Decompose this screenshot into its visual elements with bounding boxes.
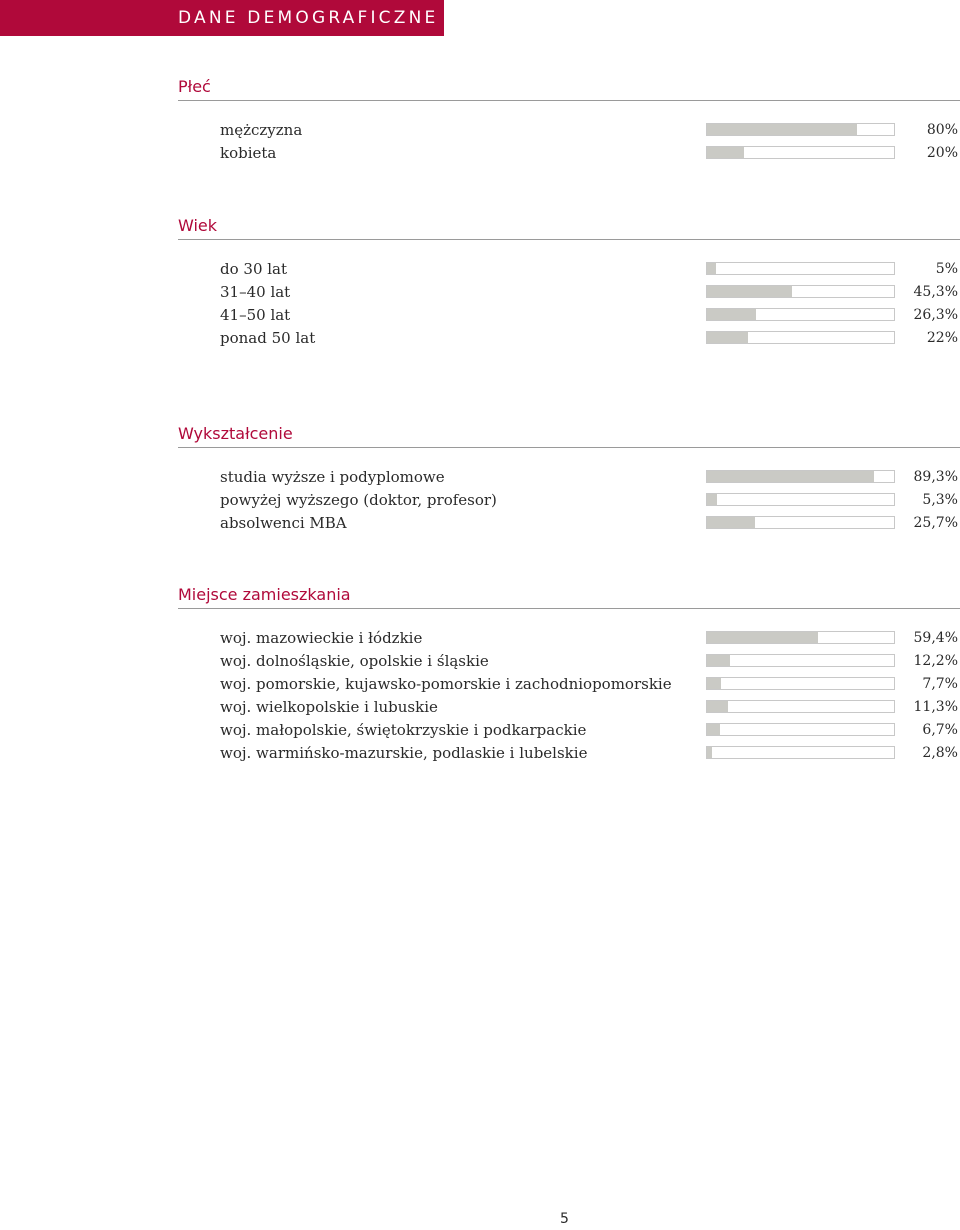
- bar-track: [706, 746, 895, 759]
- bar-value: 22%: [926, 330, 958, 346]
- bar-track: [706, 285, 895, 298]
- bar-row: [178, 627, 960, 650]
- bar-label: studia wyższe i podyplomowe: [220, 468, 445, 486]
- bar-track: [706, 493, 895, 506]
- bar-value: 6,7%: [922, 722, 958, 738]
- bar-row: [178, 258, 960, 281]
- bar-row: [178, 489, 960, 512]
- bar-fill: [707, 747, 712, 758]
- bar-label: kobieta: [220, 144, 277, 162]
- section-title: Płeć: [178, 76, 960, 101]
- bar-track: [706, 723, 895, 736]
- bar-list: [178, 627, 960, 765]
- section-title: Wykształcenie: [178, 423, 960, 448]
- section-miejsce-zamieszkania: [178, 584, 960, 765]
- bar-label: ponad 50 lat: [220, 329, 316, 347]
- bar-fill: [707, 309, 756, 320]
- bar-fill: [707, 517, 755, 528]
- bar-value: 26,3%: [913, 307, 958, 323]
- bar-list: [178, 466, 960, 535]
- bar-row: [178, 650, 960, 673]
- bar-value: 5%: [935, 261, 958, 277]
- bar-fill: [707, 678, 721, 689]
- bar-fill: [707, 701, 728, 712]
- bar-fill: [707, 494, 717, 505]
- bar-row: [178, 304, 960, 327]
- bar-label: do 30 lat: [220, 260, 288, 278]
- section-wyksztalcenie: [178, 423, 960, 535]
- bar-fill: [707, 263, 716, 274]
- bar-track: [706, 146, 895, 159]
- bar-row: [178, 673, 960, 696]
- bar-label: woj. dolnośląskie, opolskie i śląskie: [220, 652, 489, 670]
- bar-value: 5,3%: [922, 492, 958, 508]
- bar-fill: [707, 286, 792, 297]
- page-number: 5: [560, 1211, 569, 1227]
- bar-track: [706, 631, 895, 644]
- bar-label: absolwenci MBA: [220, 514, 347, 532]
- bar-label: woj. warmińsko-mazurskie, podlaskie i lubelskie: [220, 744, 588, 762]
- bar-track: [706, 654, 895, 667]
- bar-label: woj. małopolskie, świętokrzyskie i podkarpackie: [220, 721, 587, 739]
- bar-row: [178, 719, 960, 742]
- bar-value: 7,7%: [922, 676, 958, 692]
- section-wiek: [178, 215, 960, 350]
- bar-row: [178, 281, 960, 304]
- bar-value: 2,8%: [922, 745, 958, 761]
- bar-value: 80%: [926, 122, 958, 138]
- bar-track: [706, 262, 895, 275]
- bar-value: 20%: [926, 145, 958, 161]
- bar-row: [178, 512, 960, 535]
- bar-track: [706, 308, 895, 321]
- bar-track: [706, 700, 895, 713]
- bar-track: [706, 470, 895, 483]
- section-plec: [178, 76, 960, 165]
- section-title: Miejsce zamieszkania: [178, 584, 960, 609]
- bar-row: [178, 466, 960, 489]
- bar-label: woj. pomorskie, kujawsko-pomorskie i zachodniopomorskie: [220, 675, 672, 693]
- bar-list: [178, 119, 960, 165]
- bar-row: [178, 696, 960, 719]
- bar-value: 11,3%: [913, 699, 958, 715]
- section-banner: DANE DEMOGRAFICZNE: [0, 0, 444, 36]
- bar-track: [706, 516, 895, 529]
- bar-fill: [707, 632, 818, 643]
- bar-track: [706, 331, 895, 344]
- bar-value: 59,4%: [913, 630, 958, 646]
- bar-label: mężczyzna: [220, 121, 303, 139]
- bar-fill: [707, 124, 857, 135]
- bar-value: 25,7%: [913, 515, 958, 531]
- bar-track: [706, 123, 895, 136]
- bar-value: 45,3%: [913, 284, 958, 300]
- bar-row: [178, 742, 960, 765]
- bar-label: 41–50 lat: [220, 306, 291, 324]
- bar-label: 31–40 lat: [220, 283, 291, 301]
- bar-value: 12,2%: [913, 653, 958, 669]
- bar-fill: [707, 332, 748, 343]
- section-title: Wiek: [178, 215, 960, 240]
- bar-track: [706, 677, 895, 690]
- bar-row: [178, 119, 960, 142]
- bar-label: woj. wielkopolskie i lubuskie: [220, 698, 438, 716]
- bar-fill: [707, 655, 730, 666]
- bar-label: powyżej wyższego (doktor, profesor): [220, 491, 497, 509]
- bar-fill: [707, 724, 720, 735]
- bar-fill: [707, 471, 874, 482]
- bar-row: [178, 327, 960, 350]
- bar-value: 89,3%: [913, 469, 958, 485]
- bar-fill: [707, 147, 744, 158]
- bar-list: [178, 258, 960, 350]
- bar-label: woj. mazowieckie i łódzkie: [220, 629, 423, 647]
- bar-row: [178, 142, 960, 165]
